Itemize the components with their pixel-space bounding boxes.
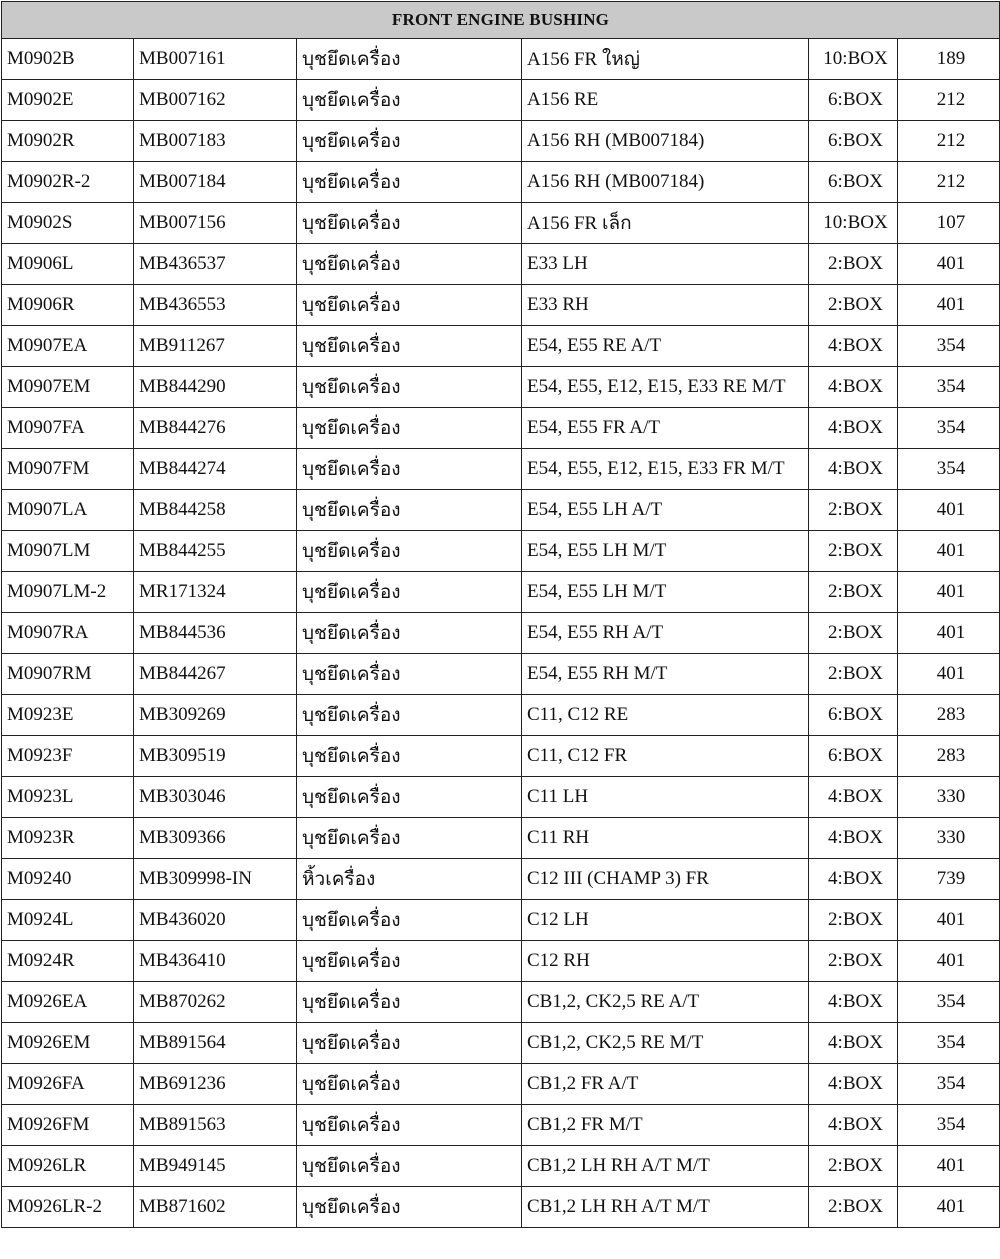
model-cell: A156 FR ใหญ่ <box>522 39 809 80</box>
price-cell: 189 <box>898 39 1000 80</box>
model-cell: A156 FR เล็ก <box>522 203 809 244</box>
part-number-cell: MB007161 <box>134 39 297 80</box>
part-number-cell: MB007183 <box>134 121 297 162</box>
product-code-cell: M0926LR-2 <box>2 1187 134 1228</box>
price-cell: 212 <box>898 162 1000 203</box>
table-row <box>2 736 1000 777</box>
model-cell: E54, E55 FR A/T <box>522 408 809 449</box>
part-name-cell: บุชยึดเครื่อง <box>297 900 522 941</box>
model-cell: E54, E55, E12, E15, E33 RE M/T <box>522 367 809 408</box>
table-row <box>2 80 1000 121</box>
pack-size-cell: 6:BOX <box>809 80 898 121</box>
price-cell: 354 <box>898 1064 1000 1105</box>
price-cell: 283 <box>898 695 1000 736</box>
product-code-cell: M0926EA <box>2 982 134 1023</box>
product-code-cell: M0902R <box>2 121 134 162</box>
table-row <box>2 777 1000 818</box>
pack-size-cell: 2:BOX <box>809 1187 898 1228</box>
product-code-cell: M0907FM <box>2 449 134 490</box>
part-name-cell: บุชยึดเครื่อง <box>297 1064 522 1105</box>
part-number-cell: MB436020 <box>134 900 297 941</box>
part-number-cell: MB007156 <box>134 203 297 244</box>
model-cell: CB1,2, CK2,5 RE A/T <box>522 982 809 1023</box>
product-code-cell: M0924R <box>2 941 134 982</box>
product-code-cell: M0923F <box>2 736 134 777</box>
table-title: FRONT ENGINE BUSHING <box>2 2 1000 39</box>
part-number-cell: MB309366 <box>134 818 297 859</box>
pack-size-cell: 4:BOX <box>809 777 898 818</box>
pack-size-cell: 4:BOX <box>809 449 898 490</box>
pack-size-cell: 4:BOX <box>809 408 898 449</box>
table-row <box>2 162 1000 203</box>
part-name-cell: บุชยึดเครื่อง <box>297 367 522 408</box>
part-number-cell: MB844274 <box>134 449 297 490</box>
product-code-cell: M0902R-2 <box>2 162 134 203</box>
product-code-cell: M0907FA <box>2 408 134 449</box>
model-cell: E54, E55 LH M/T <box>522 572 809 613</box>
model-cell: E54, E55 LH A/T <box>522 490 809 531</box>
product-code-cell: M0906R <box>2 285 134 326</box>
part-name-cell: บุชยึดเครื่อง <box>297 39 522 80</box>
part-name-cell: บุชยึดเครื่อง <box>297 695 522 736</box>
part-number-cell: MB844255 <box>134 531 297 572</box>
pack-size-cell: 4:BOX <box>809 982 898 1023</box>
part-number-cell: MB691236 <box>134 1064 297 1105</box>
part-name-cell: บุชยึดเครื่อง <box>297 818 522 859</box>
price-cell: 354 <box>898 449 1000 490</box>
part-number-cell: MB911267 <box>134 326 297 367</box>
table-title-row <box>2 2 1000 39</box>
model-cell: C11, C12 FR <box>522 736 809 777</box>
part-name-cell: บุชยึดเครื่อง <box>297 941 522 982</box>
price-cell: 354 <box>898 326 1000 367</box>
model-cell: E54, E55, E12, E15, E33 FR M/T <box>522 449 809 490</box>
part-name-cell: บุชยึดเครื่อง <box>297 736 522 777</box>
price-cell: 354 <box>898 982 1000 1023</box>
table-row <box>2 1064 1000 1105</box>
pack-size-cell: 2:BOX <box>809 572 898 613</box>
table-row <box>2 572 1000 613</box>
product-code-cell: M0923R <box>2 818 134 859</box>
price-cell: 354 <box>898 408 1000 449</box>
model-cell: E54, E55 RE A/T <box>522 326 809 367</box>
part-number-cell: MB436537 <box>134 244 297 285</box>
product-code-cell: M0902E <box>2 80 134 121</box>
price-cell: 330 <box>898 818 1000 859</box>
part-name-cell: บุชยึดเครื่อง <box>297 326 522 367</box>
price-cell: 401 <box>898 572 1000 613</box>
price-cell: 401 <box>898 531 1000 572</box>
pack-size-cell: 4:BOX <box>809 1023 898 1064</box>
product-code-cell: M0924L <box>2 900 134 941</box>
part-name-cell: บุชยึดเครื่อง <box>297 80 522 121</box>
part-number-cell: MB870262 <box>134 982 297 1023</box>
product-code-cell: M0907RM <box>2 654 134 695</box>
part-name-cell: บุชยึดเครื่อง <box>297 572 522 613</box>
part-name-cell: บุชยึดเครื่อง <box>297 982 522 1023</box>
table-row <box>2 531 1000 572</box>
price-cell: 401 <box>898 654 1000 695</box>
table-row <box>2 900 1000 941</box>
product-code-cell: M0907EM <box>2 367 134 408</box>
price-cell: 354 <box>898 1023 1000 1064</box>
price-cell: 401 <box>898 244 1000 285</box>
model-cell: C11 LH <box>522 777 809 818</box>
product-code-cell: M0907EA <box>2 326 134 367</box>
model-cell: CB1,2 LH RH A/T M/T <box>522 1146 809 1187</box>
price-cell: 401 <box>898 285 1000 326</box>
pack-size-cell: 2:BOX <box>809 285 898 326</box>
product-code-cell: M0907LA <box>2 490 134 531</box>
price-cell: 401 <box>898 900 1000 941</box>
pack-size-cell: 2:BOX <box>809 654 898 695</box>
price-cell: 212 <box>898 121 1000 162</box>
pack-size-cell: 4:BOX <box>809 818 898 859</box>
pack-size-cell: 10:BOX <box>809 203 898 244</box>
model-cell: E54, E55 RH M/T <box>522 654 809 695</box>
product-code-cell: M0923L <box>2 777 134 818</box>
table-body <box>2 39 1000 1228</box>
table-row <box>2 285 1000 326</box>
part-number-cell: MB844276 <box>134 408 297 449</box>
table-row <box>2 859 1000 900</box>
price-cell: 401 <box>898 941 1000 982</box>
product-code-cell: M0923E <box>2 695 134 736</box>
price-cell: 354 <box>898 367 1000 408</box>
pack-size-cell: 4:BOX <box>809 1064 898 1105</box>
part-number-cell: MB007184 <box>134 162 297 203</box>
table-row <box>2 121 1000 162</box>
pack-size-cell: 6:BOX <box>809 162 898 203</box>
price-cell: 401 <box>898 1146 1000 1187</box>
part-number-cell: MB891563 <box>134 1105 297 1146</box>
model-cell: C11, C12 RE <box>522 695 809 736</box>
model-cell: C12 III (CHAMP 3) FR <box>522 859 809 900</box>
price-cell: 739 <box>898 859 1000 900</box>
pack-size-cell: 4:BOX <box>809 326 898 367</box>
table-row <box>2 941 1000 982</box>
price-cell: 107 <box>898 203 1000 244</box>
part-number-cell: MB891564 <box>134 1023 297 1064</box>
part-number-cell: MR171324 <box>134 572 297 613</box>
table-row <box>2 613 1000 654</box>
model-cell: A156 RH (MB007184) <box>522 121 809 162</box>
part-number-cell: MB309269 <box>134 695 297 736</box>
price-cell: 401 <box>898 613 1000 654</box>
pack-size-cell: 2:BOX <box>809 1146 898 1187</box>
part-name-cell: บุชยึดเครื่อง <box>297 408 522 449</box>
part-name-cell: บุชยึดเครื่อง <box>297 1187 522 1228</box>
pack-size-cell: 2:BOX <box>809 531 898 572</box>
table-row <box>2 203 1000 244</box>
part-name-cell: บุชยึดเครื่อง <box>297 203 522 244</box>
model-cell: E54, E55 RH A/T <box>522 613 809 654</box>
table-row <box>2 244 1000 285</box>
part-number-cell: MB844267 <box>134 654 297 695</box>
table-row <box>2 982 1000 1023</box>
product-code-cell: M0926EM <box>2 1023 134 1064</box>
product-code-cell: M0907LM-2 <box>2 572 134 613</box>
model-cell: C12 RH <box>522 941 809 982</box>
part-number-cell: MB949145 <box>134 1146 297 1187</box>
table-row <box>2 695 1000 736</box>
price-cell: 354 <box>898 1105 1000 1146</box>
product-code-cell: M0926LR <box>2 1146 134 1187</box>
model-cell: E33 RH <box>522 285 809 326</box>
model-cell: CB1,2 LH RH A/T M/T <box>522 1187 809 1228</box>
pack-size-cell: 6:BOX <box>809 695 898 736</box>
part-name-cell: บุชยึดเครื่อง <box>297 244 522 285</box>
pack-size-cell: 4:BOX <box>809 367 898 408</box>
price-cell: 401 <box>898 490 1000 531</box>
pack-size-cell: 2:BOX <box>809 900 898 941</box>
model-cell: C11 RH <box>522 818 809 859</box>
price-cell: 401 <box>898 1187 1000 1228</box>
table-row <box>2 1023 1000 1064</box>
product-code-cell: M09240 <box>2 859 134 900</box>
part-name-cell: บุชยึดเครื่อง <box>297 449 522 490</box>
table-row <box>2 818 1000 859</box>
price-cell: 212 <box>898 80 1000 121</box>
product-code-cell: M0926FA <box>2 1064 134 1105</box>
part-number-cell: MB309519 <box>134 736 297 777</box>
table-row <box>2 1105 1000 1146</box>
part-number-cell: MB436553 <box>134 285 297 326</box>
part-name-cell: บุชยึดเครื่อง <box>297 162 522 203</box>
model-cell: CB1,2 FR M/T <box>522 1105 809 1146</box>
table-row <box>2 367 1000 408</box>
part-number-cell: MB844258 <box>134 490 297 531</box>
price-cell: 330 <box>898 777 1000 818</box>
part-number-cell: MB303046 <box>134 777 297 818</box>
part-number-cell: MB007162 <box>134 80 297 121</box>
pack-size-cell: 2:BOX <box>809 941 898 982</box>
part-name-cell: บุชยึดเครื่อง <box>297 1023 522 1064</box>
product-code-cell: M0907RA <box>2 613 134 654</box>
model-cell: E33 LH <box>522 244 809 285</box>
pack-size-cell: 2:BOX <box>809 244 898 285</box>
model-cell: CB1,2 FR A/T <box>522 1064 809 1105</box>
part-name-cell: บุชยึดเครื่อง <box>297 1146 522 1187</box>
pack-size-cell: 6:BOX <box>809 121 898 162</box>
parts-table <box>1 1 1000 1228</box>
pack-size-cell: 10:BOX <box>809 39 898 80</box>
table-row <box>2 1187 1000 1228</box>
model-cell: E54, E55 LH M/T <box>522 531 809 572</box>
part-name-cell: บุชยึดเครื่อง <box>297 1105 522 1146</box>
pack-size-cell: 2:BOX <box>809 490 898 531</box>
table-row <box>2 490 1000 531</box>
product-code-cell: M0902B <box>2 39 134 80</box>
product-code-cell: M0907LM <box>2 531 134 572</box>
product-code-cell: M0902S <box>2 203 134 244</box>
model-cell: A156 RE <box>522 80 809 121</box>
price-cell: 283 <box>898 736 1000 777</box>
pack-size-cell: 4:BOX <box>809 1105 898 1146</box>
model-cell: CB1,2, CK2,5 RE M/T <box>522 1023 809 1064</box>
pack-size-cell: 2:BOX <box>809 613 898 654</box>
part-number-cell: MB871602 <box>134 1187 297 1228</box>
part-number-cell: MB844536 <box>134 613 297 654</box>
part-name-cell: บุชยึดเครื่อง <box>297 531 522 572</box>
part-number-cell: MB309998-IN <box>134 859 297 900</box>
part-name-cell: หิ้วเครื่อง <box>297 859 522 900</box>
table-row <box>2 1146 1000 1187</box>
part-name-cell: บุชยึดเครื่อง <box>297 777 522 818</box>
part-number-cell: MB436410 <box>134 941 297 982</box>
part-name-cell: บุชยึดเครื่อง <box>297 490 522 531</box>
table-row <box>2 326 1000 367</box>
price-list-sheet <box>0 1 1000 1228</box>
pack-size-cell: 6:BOX <box>809 736 898 777</box>
table-row <box>2 39 1000 80</box>
part-name-cell: บุชยึดเครื่อง <box>297 654 522 695</box>
pack-size-cell: 4:BOX <box>809 859 898 900</box>
table-row <box>2 449 1000 490</box>
model-cell: C12 LH <box>522 900 809 941</box>
part-number-cell: MB844290 <box>134 367 297 408</box>
part-name-cell: บุชยึดเครื่อง <box>297 613 522 654</box>
product-code-cell: M0926FM <box>2 1105 134 1146</box>
table-row <box>2 654 1000 695</box>
part-name-cell: บุชยึดเครื่อง <box>297 285 522 326</box>
model-cell: A156 RH (MB007184) <box>522 162 809 203</box>
part-name-cell: บุชยึดเครื่อง <box>297 121 522 162</box>
table-row <box>2 408 1000 449</box>
product-code-cell: M0906L <box>2 244 134 285</box>
